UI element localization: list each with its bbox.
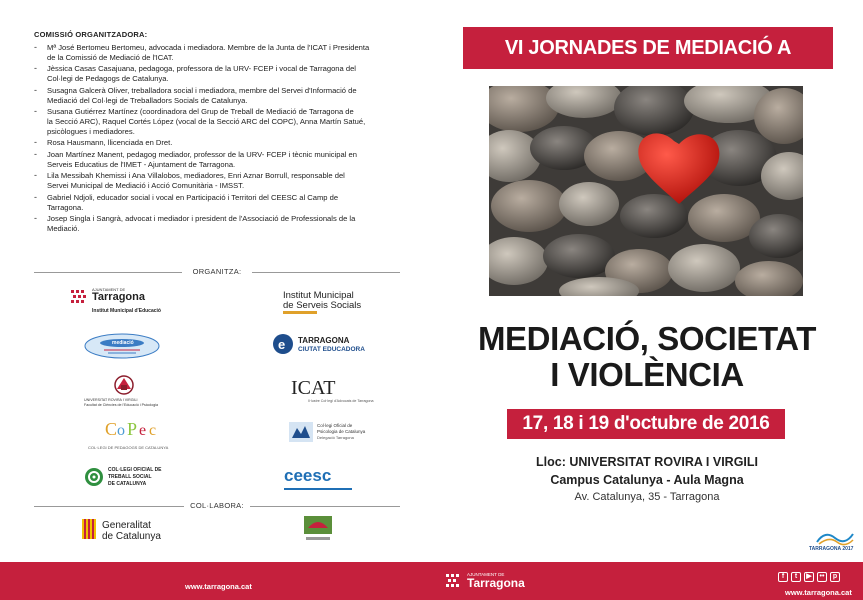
treball-line3-text: DE CATALUNYA	[108, 481, 147, 487]
icat-text: ICAT	[291, 377, 336, 399]
partner-logo	[302, 514, 334, 546]
member-text: Lila Messibah Khemissi i Ana Villalobos, mediadores, Enri Aznar Borrull, responsable del Servei Municipal de Mediació i Acció Comunitària - IMSST.	[47, 171, 345, 191]
title-banner: VI JORNADES DE MEDIACIÓ A	[463, 27, 833, 69]
venue-line1: Lloc: UNIVERSITAT ROVIRA I VIRGILI	[536, 455, 758, 469]
bullet-dash: -	[34, 213, 37, 224]
organitza-label: ORGANITZA:	[192, 267, 242, 276]
venue-address: Av. Catalunya, 35 - Tarragona	[574, 491, 720, 503]
facebook-icon[interactable]: f	[778, 572, 788, 582]
ceesc-text: ceesc	[284, 466, 332, 485]
flickr-icon[interactable]: ••	[817, 572, 827, 582]
treball-line1-text: COL·LEGI OFICIAL DE	[108, 467, 162, 473]
tarragona-2017-logo	[809, 528, 859, 554]
organitza-divider	[34, 267, 400, 277]
twitter-icon[interactable]: t	[791, 572, 801, 582]
svg-text:e: e	[278, 337, 286, 352]
venue-line2: Campus Catalunya - Aula Magna	[550, 473, 744, 487]
tarragona-2017-icon	[815, 528, 855, 546]
footer-url-left-link[interactable]: www.tarragona.cat	[185, 582, 252, 591]
urv-emblem-icon	[112, 374, 136, 396]
member-item	[34, 64, 400, 83]
copc-line2-text: Psicologia de Catalunya	[317, 429, 366, 434]
pinterest-icon[interactable]: p	[830, 572, 840, 582]
treball-line2-text: TREBALL SOCIAL	[108, 474, 152, 480]
bullet-dash: -	[34, 170, 37, 181]
member-text: Rosa Hausmann, llicenciada en Dret.	[47, 138, 173, 148]
left-panel	[0, 0, 431, 562]
footer-tarragona-text: Tarragona	[467, 576, 525, 590]
generalitat-emblem-icon	[82, 519, 96, 539]
mediacio-logo	[84, 333, 160, 359]
members-list	[34, 43, 400, 236]
generalitat-logo	[82, 517, 172, 543]
bullet-dash: -	[34, 191, 37, 202]
ciutat-educadora-logo	[272, 332, 382, 358]
treball-social-icon	[84, 467, 104, 487]
member-text: Josep Singla i Sangrà, advocat i mediador i president de l'Associació de Professionals de la Mediació.	[47, 214, 356, 233]
main-title	[431, 321, 863, 393]
copec-text: COL·LEGI DE PEDAGOGS DE CATALUNYA	[88, 445, 169, 450]
member-text: Susagna Galcerà Oliver, treballadora social i mediadora, membre del Servei d'Informació de Mediació del Col·legi de Treballadors Socials de Catalunya.	[47, 85, 357, 105]
mediacio-text: mediació	[112, 340, 134, 346]
member-item	[34, 138, 400, 148]
footer-tarragona-logo	[445, 566, 545, 596]
ajuntament-small-text: AJUNTAMENT DE	[92, 287, 126, 292]
member-item	[34, 107, 400, 136]
member-text: Jèssica Casas Casajuana, pedagoga, professora de la URV- FCEP i vocal de Tarragona del Col·legi de Pedagogs de Catalunya.	[47, 64, 356, 84]
svg-text:e: e	[139, 422, 147, 439]
imet-text: Institut Municipal d'Educació	[92, 308, 161, 314]
member-item	[34, 193, 400, 212]
bullet-dash: -	[34, 42, 37, 52]
bullet-dash: -	[34, 106, 37, 117]
main-title-line1: MEDIACIÓ, SOCIETAT	[477, 320, 817, 357]
svg-text:c: c	[149, 422, 157, 439]
member-text: Mª José Bertomeu Bertomeu, advocada i mediadora. Membre de la Junta de l'ICAT i Presidenta de la Comissió de Mediació de l'ICAT.	[47, 43, 370, 62]
member-text: Joan Martínez Manent, pedagog mediador, professor de la URV- FCEP i tècnic municipal en Serveis Educatius de l'IMET - Ajuntament de Tarragona.	[47, 150, 357, 169]
icat-logo	[291, 377, 381, 407]
ciutat-edu-line1-text: TARRAGONA	[298, 336, 350, 345]
imss-underline	[283, 311, 317, 314]
member-item	[34, 43, 400, 62]
stones-heart-image	[489, 86, 803, 296]
footer-ajuntament-text: AJUNTAMENT DE	[467, 572, 505, 577]
right-panel	[431, 0, 863, 562]
copc-logo	[289, 420, 389, 446]
stones-heart-photo	[489, 86, 803, 296]
copec-mark-icon	[103, 417, 163, 441]
member-text: Gabriel Ndjoli, educador social i vocal en Participació i Territori del CEESC al Camp de Tarragona.	[47, 192, 339, 212]
ajuntament-imet-logo	[70, 287, 190, 321]
tarragona-emblem-icon	[70, 289, 88, 307]
social-icons	[778, 572, 840, 582]
copec-logo	[88, 417, 178, 453]
svg-text:o: o	[117, 422, 125, 439]
bullet-dash: -	[34, 84, 37, 95]
urv-name-text: UNIVERSITAT ROVIRA I VIRGILI	[84, 398, 138, 402]
urv-faculty-text: Facultat de Ciències de l'Educació i Psicologia	[84, 403, 158, 407]
bullet-dash: -	[34, 137, 37, 148]
copc-emblem-icon	[289, 422, 313, 442]
icat-sub-text: Il·lustre Col·legi d'Advocats de Tarragona	[308, 399, 374, 403]
treball-social-logo	[84, 465, 194, 491]
footer-bar	[0, 562, 863, 600]
svg-text:C: C	[105, 419, 118, 439]
member-item	[34, 171, 400, 190]
colabora-divider	[34, 501, 400, 511]
member-item	[34, 150, 400, 169]
bullet-dash: -	[34, 149, 37, 160]
generalitat-line1-text: Generalitat	[102, 520, 151, 531]
copc-line1-text: Col·legi Oficial de	[317, 423, 353, 428]
mediacio-oval-icon	[84, 333, 160, 359]
generalitat-line2-text: de Catalunya	[102, 531, 161, 542]
bullet-dash: -	[34, 63, 37, 74]
ciutat-educadora-icon	[272, 333, 294, 355]
copc-line3-text: Delegació Tarragona	[317, 435, 354, 440]
svg-text:P: P	[127, 419, 138, 439]
tarragona-text: Tarragona	[92, 291, 145, 303]
youtube-icon[interactable]: ▶	[804, 572, 814, 582]
date-banner: 17, 18 i 19 d'octubre de 2016	[507, 409, 785, 439]
member-text: Susana Gutiérrez Martínez (coordinadora del Grup de Treball de Mediació de Tarragona de la Secció ARC), Raquel Cortés López (vocal de la Secció ARC del COPC), Anna Martín Satué, psicòlogues i mediadores.	[47, 107, 366, 136]
partner-mark-icon	[302, 514, 334, 546]
imss-line1-text: Institut Municipal	[283, 290, 354, 301]
comissio-title: COMISSIÓ ORGANITZADORA:	[34, 30, 148, 39]
footer-emblem-icon	[445, 573, 461, 589]
member-item	[34, 214, 400, 233]
main-title-line2: I VIOLÈNCIA	[550, 356, 744, 393]
imss-line2-text: de Serveis Socials	[283, 300, 362, 311]
ceesc-underline	[284, 488, 352, 490]
tarragona-2017-text: TARRAGONA 2017	[809, 546, 854, 552]
urv-logo	[84, 374, 184, 410]
ciutat-edu-line2-text: CIUTAT EDUCADORA	[298, 346, 365, 353]
colabora-label: COL·LABORA:	[190, 501, 244, 510]
imss-logo	[283, 290, 393, 316]
member-item	[34, 86, 400, 105]
footer-url-right-link[interactable]: www.tarragona.cat	[785, 588, 852, 597]
ceesc-logo	[284, 466, 354, 492]
